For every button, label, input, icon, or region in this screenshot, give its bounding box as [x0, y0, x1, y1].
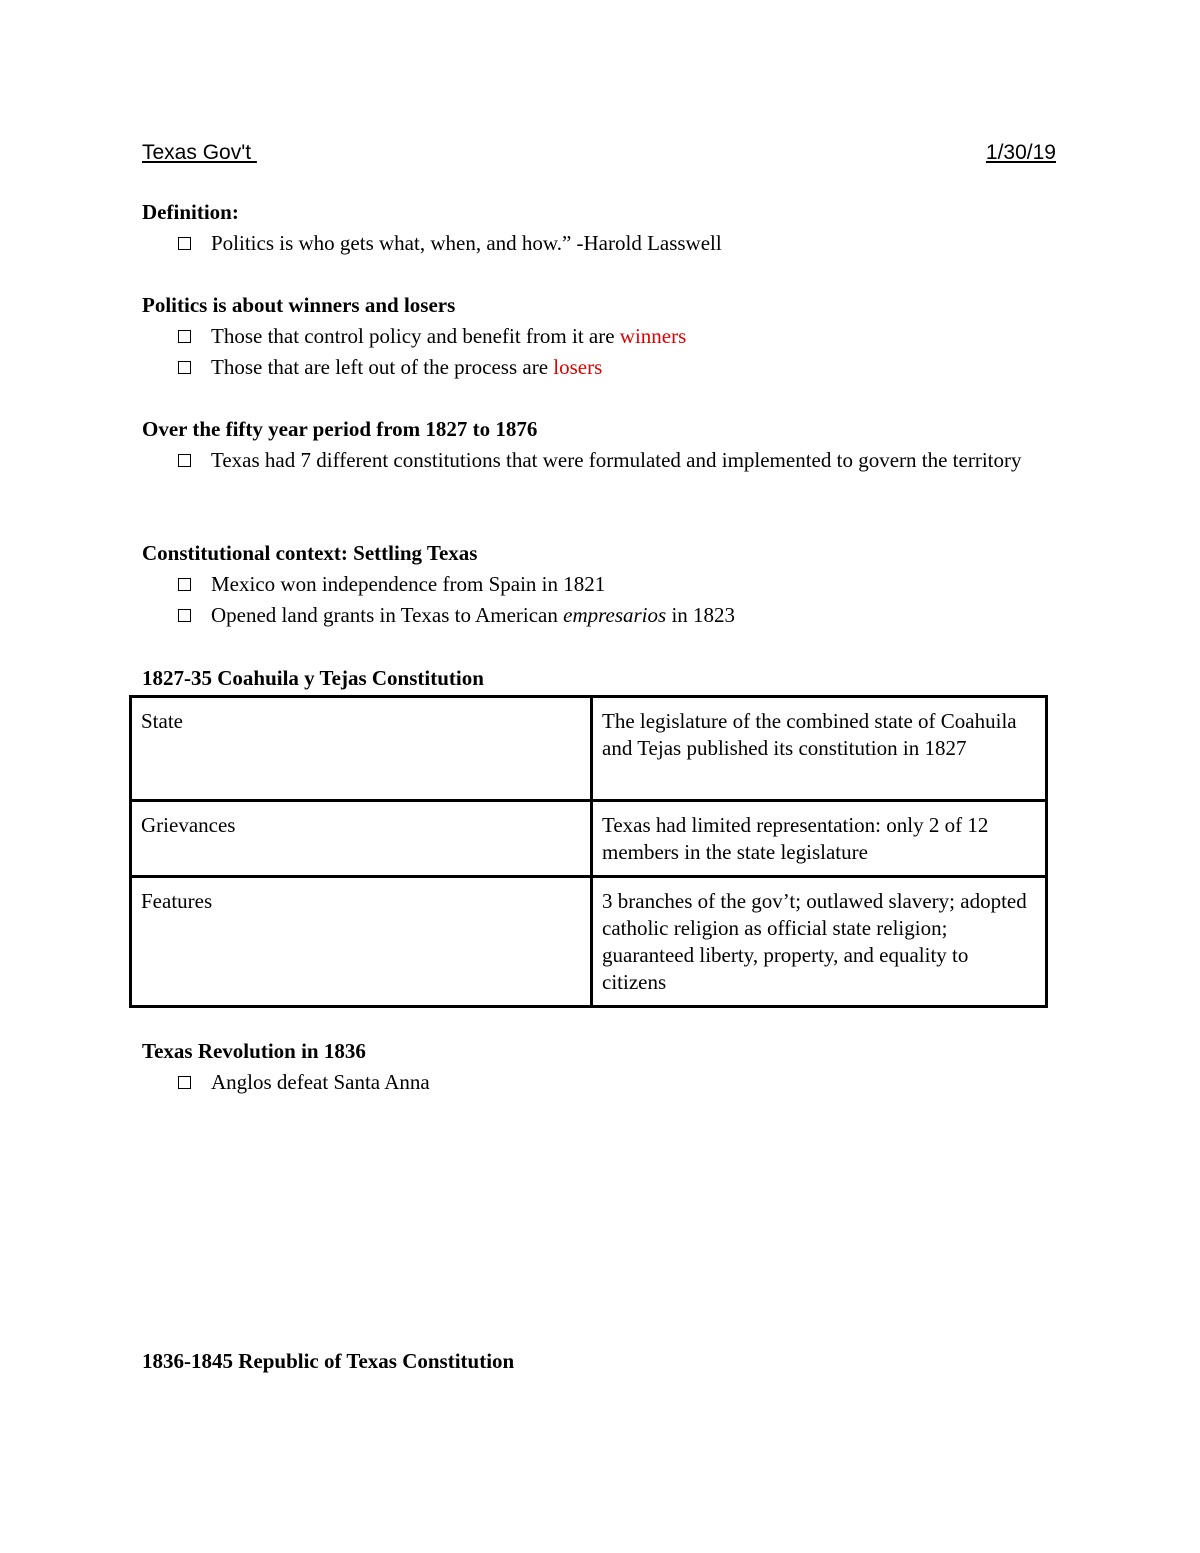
- definition-list: [142, 228, 1082, 259]
- revolution-section: [142, 1036, 1082, 1098]
- coahuila-heading: 1827-35 Coahuila y Tejas Constitution: [142, 666, 484, 690]
- coahuila-section: [142, 663, 1082, 694]
- document-header: [142, 141, 1056, 169]
- list-item-text: Those that are left out of the process are: [211, 355, 554, 379]
- list-item: [141, 600, 1082, 631]
- winners-losers-list: [142, 321, 1082, 383]
- table-cell-label: State: [131, 697, 592, 801]
- context-section: [142, 538, 1082, 631]
- table-cell-value: 3 branches of the gov’t; outlawed slavery; adopted catholic religion as official state religion; guaranteed liberty, property, and equality to citizens: [592, 877, 1047, 1007]
- context-heading: Constitutional context: Settling Texas: [142, 541, 478, 565]
- checkbox-bullet-icon: [178, 330, 191, 343]
- checkbox-bullet-icon: [178, 454, 191, 467]
- list-item-text-end: in 1823: [666, 603, 736, 627]
- coahuila-table: [129, 695, 1048, 1008]
- list-item-text: Politics is who gets what, when, and how.” -Harold Lasswell: [211, 231, 722, 255]
- table-row: [131, 877, 1047, 1007]
- fifty-year-list: [142, 445, 1082, 476]
- list-item-text: Those that control policy and benefit from it are: [211, 324, 620, 348]
- highlight-winners: winners: [619, 324, 687, 348]
- table-cell-label: Grievances: [131, 801, 592, 877]
- list-item: [141, 445, 1041, 476]
- fifty-year-heading: Over the fifty year period from 1827 to 1876: [142, 417, 538, 441]
- list-item-text: Anglos defeat Santa Anna: [211, 1070, 430, 1094]
- italic-term: empresarios: [563, 603, 667, 627]
- list-item: [141, 352, 1082, 383]
- checkbox-bullet-icon: [178, 578, 191, 591]
- header-title: Texas Gov't: [142, 141, 257, 164]
- table-row: [131, 697, 1047, 801]
- checkbox-bullet-icon: [178, 1076, 191, 1089]
- revolution-heading: Texas Revolution in 1836: [142, 1039, 366, 1063]
- table-cell-label: Features: [131, 877, 592, 1007]
- list-item: [141, 228, 1082, 259]
- fifty-year-section: [142, 414, 1082, 476]
- list-item-text: Opened land grants in Texas to American: [211, 603, 564, 627]
- context-list: [142, 569, 1082, 631]
- table-cell-value: Texas had limited representation: only 2 of 12 members in the state legislature: [592, 801, 1047, 877]
- republic-heading: 1836-1845 Republic of Texas Constitution: [142, 1349, 515, 1373]
- checkbox-bullet-icon: [178, 361, 191, 374]
- table-cell-value: The legislature of the combined state of Coahuila and Tejas published its constitution in 1827: [592, 697, 1047, 801]
- checkbox-bullet-icon: [178, 609, 191, 622]
- list-item: [141, 569, 1082, 600]
- revolution-list: [142, 1067, 1082, 1098]
- checkbox-bullet-icon: [178, 237, 191, 250]
- list-item-text: Texas had 7 different constitutions that were formulated and implemented to govern the territory: [211, 448, 1022, 472]
- winners-losers-section: [142, 290, 1082, 383]
- table-row: [131, 801, 1047, 877]
- definition-section: [142, 197, 1082, 259]
- definition-heading: Definition:: [142, 200, 239, 224]
- list-item: [141, 1067, 1082, 1098]
- winners-losers-heading: Politics is about winners and losers: [142, 293, 456, 317]
- republic-section: [142, 1346, 1082, 1377]
- list-item: [141, 321, 1082, 352]
- list-item-text: Mexico won independence from Spain in 1821: [211, 572, 606, 596]
- header-date: 1/30/19: [985, 141, 1056, 164]
- highlight-losers: losers: [553, 355, 603, 379]
